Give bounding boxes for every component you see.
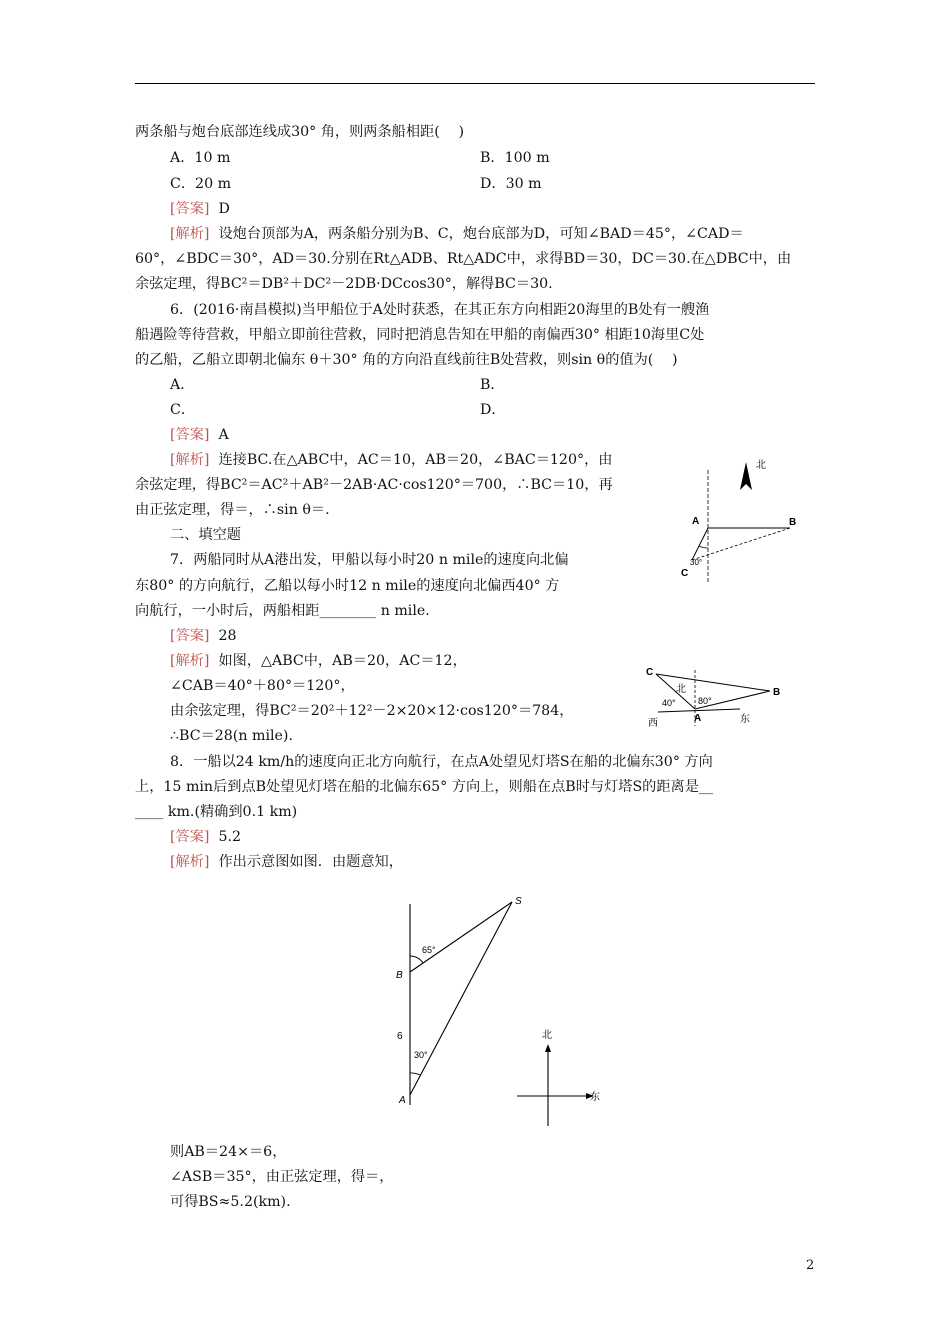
- compass-east-label: 东: [590, 1092, 600, 1103]
- segment-ac: [692, 528, 708, 560]
- q8-stem-line: 8．一船以24 km/h的速度向正北方向航行，在点A处望见灯塔S在船的北偏东30° 方向: [170, 754, 713, 770]
- segment-cb: [656, 674, 770, 691]
- q6-option-b: B．: [480, 377, 505, 393]
- angle-40-label: 40°: [662, 698, 676, 708]
- q7-figure: [640, 664, 800, 730]
- q7-stem-line: 7．两船同时从A港出发，甲船以每小时20 n mile的速度向北偏: [170, 552, 569, 568]
- q6-analysis-row: [170, 450, 612, 470]
- q7-analysis-line: ∠CAB＝40°＋80°＝120°，: [170, 678, 355, 694]
- q5-option-b: B．100 m: [480, 150, 550, 166]
- q5-option-d: D．30 m: [480, 176, 542, 192]
- q8-after-line: ∠ASB＝35°，由正弦定理，得＝，: [170, 1169, 394, 1185]
- point-b-label: B: [773, 687, 781, 698]
- point-a-label: A: [692, 516, 700, 527]
- q8-figure: [390, 890, 620, 1135]
- point-a-label: A: [399, 1095, 406, 1106]
- q5-answer: D: [218, 201, 230, 217]
- analysis-tag: [解析]: [170, 653, 210, 669]
- q6-answer-row: [170, 425, 229, 445]
- answer-tag: [答案]: [170, 427, 210, 443]
- q8-stem-line: ____ km.(精确到0.1 km): [135, 804, 298, 820]
- answer-tag: [答案]: [170, 829, 210, 845]
- q6-figure: [670, 452, 820, 587]
- q7-analysis-line: 由余弦定理，得BC²＝20²＋12²－2×20×12·cos120°＝784，: [170, 703, 574, 719]
- q6-stem-line: 6．(2016·南昌模拟)当甲船位于A处时获悉，在其正东方向相距20海里的B处有一艘渔: [170, 302, 710, 318]
- point-b-label: B: [789, 517, 797, 528]
- q6-option-d: D．: [480, 402, 506, 418]
- q6-option-a: A．: [170, 377, 195, 393]
- page-number: 2: [806, 1258, 815, 1273]
- q5-stem: 两条船与炮台底部连线成30° 角，则两条船相距( ): [135, 124, 464, 140]
- point-c-label: C: [646, 667, 654, 678]
- answer-tag: [答案]: [170, 201, 210, 217]
- q8-stem-line: 上，15 min后到点B处望见灯塔在船的北偏东65° 方向上，则船在点B时与灯塔S的距离是__: [135, 779, 714, 795]
- q6-answer: A: [218, 427, 229, 443]
- section-title: 二、填空题: [170, 527, 241, 543]
- q7-answer: 28: [218, 628, 237, 644]
- compass-north-arrow-icon: [545, 1044, 551, 1052]
- q6-analysis-line: 由正弦定理，得＝，∴sin θ＝.: [135, 502, 330, 518]
- q7-stem-line: 东80° 的方向航行，乙船以每小时12 n mile的速度向北偏西40° 方: [135, 578, 560, 594]
- q5-answer-row: [170, 199, 230, 219]
- angle-65-label: 65°: [422, 945, 436, 955]
- q6-analysis-line: 余弦定理，得BC²＝AC²＋AB²－2AB·AC·cos120°＝700，∴BC＝10，再: [135, 477, 613, 493]
- q8-answer-row: [170, 827, 241, 847]
- segment-cb: [692, 528, 790, 560]
- q7-answer-row: [170, 626, 237, 646]
- compass-north-label: 北: [542, 1030, 552, 1041]
- angle-30-label: 30°: [414, 1050, 428, 1060]
- point-a-label: A: [694, 713, 702, 724]
- analysis-tag: [解析]: [170, 854, 210, 870]
- angle-label: 30°: [690, 558, 703, 567]
- q6-analysis-line: 连接BC.在△ABC中，AC＝10，AB＝20，∠BAC＝120°，由: [218, 452, 613, 468]
- q5-option-a: A．10 m: [170, 150, 231, 166]
- point-c-label: C: [681, 568, 689, 579]
- north-label: 北: [756, 460, 766, 471]
- q5-option-c: C．20 m: [170, 176, 232, 192]
- q7-analysis-line: ∴BC＝28(n mile).: [170, 728, 293, 744]
- segment-as: [410, 902, 512, 1095]
- segment-bs: [410, 902, 512, 972]
- north-label: 北: [676, 684, 686, 695]
- q5-analysis-line: 设炮台顶部为A，两条船分别为B、C，炮台底部为D，可知∠BAD＝45°，∠CAD＝: [218, 226, 744, 242]
- q6-stem-line: 的乙船，乙船立即朝北偏东 θ＋30° 角的方向沿直线前往B处营救，则sin θ的值为( ): [135, 352, 678, 368]
- q8-after-line: 则AB＝24×＝6，: [170, 1144, 287, 1160]
- analysis-tag: [解析]: [170, 452, 210, 468]
- point-s-label: S: [515, 896, 522, 907]
- north-arrow-icon: [740, 462, 752, 490]
- q6-option-c: C．: [170, 402, 196, 418]
- segment-length-label: 6: [397, 1031, 403, 1042]
- analysis-tag: [解析]: [170, 226, 210, 242]
- q8-after-line: 可得BS≈5.2(km).: [170, 1194, 291, 1210]
- q7-stem-line: 向航行，一小时后，两船相距________ n mile.: [135, 603, 430, 619]
- q8-answer: 5.2: [218, 829, 242, 845]
- q7-analysis-row: [170, 651, 467, 671]
- q5-analysis-row: [170, 224, 744, 244]
- west-east-axis: [658, 709, 740, 712]
- point-b-label: B: [396, 970, 403, 981]
- q5-analysis-line: 余弦定理，得BC²＝DB²＋DC²－2DB·DCcos30°，解得BC＝30.: [135, 276, 553, 292]
- q8-analysis-intro: 作出示意图如图．由题意知，: [218, 854, 403, 870]
- q6-stem-line: 船遇险等待营救，甲船立即前往营救，同时把消息告知在甲船的南偏西30° 相距10海里C处: [135, 327, 705, 343]
- angle-30-arc: [410, 1073, 420, 1075]
- q7-analysis-line: 如图，△ABC中，AB＝20，AC＝12，: [218, 653, 467, 669]
- angle-arc: [699, 546, 708, 548]
- angle-80-label: 80°: [698, 696, 712, 706]
- angle-65-arc: [410, 956, 423, 963]
- answer-tag: [答案]: [170, 628, 210, 644]
- east-label: 东: [740, 714, 750, 725]
- q8-analysis-row: [170, 852, 403, 872]
- q5-analysis-line: 60°，∠BDC＝30°，AD＝30.分别在Rt△ADB、Rt△ADC中，求得BD＝30，DC＝30.在△DBC中，由: [135, 251, 792, 267]
- west-label: 西: [648, 718, 658, 729]
- header-rule: [135, 83, 815, 84]
